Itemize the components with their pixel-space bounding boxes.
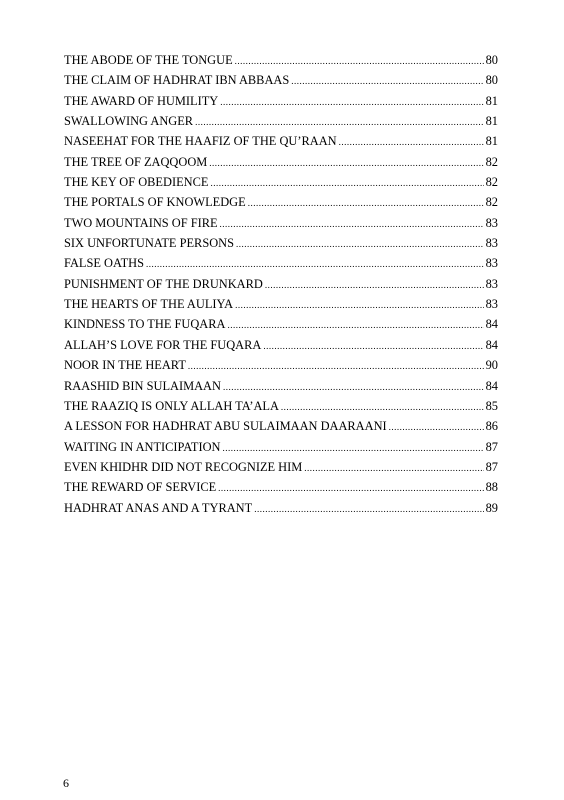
toc-entry: [64, 396, 498, 416]
toc-entry-page: 80: [485, 53, 498, 67]
toc-entry-page: 83: [485, 236, 498, 251]
toc-dot-leader: [222, 438, 483, 458]
toc-entry-page: 84: [485, 378, 498, 393]
toc-dot-leader: [254, 499, 483, 519]
toc-dot-leader: [389, 417, 484, 437]
toc-entry: [64, 274, 498, 294]
toc-entry-page: 81: [485, 93, 498, 108]
toc-entry: [64, 111, 498, 131]
toc-entry-title: PUNISHMENT OF THE DRUNKARD: [64, 276, 263, 291]
toc-entry: [64, 314, 498, 334]
toc-entry-title: THE PORTALS OF KNOWLEDGE: [64, 195, 246, 210]
toc-entry-page: 83: [485, 215, 498, 230]
toc-entry-page: 83: [485, 276, 498, 291]
toc-entry-title: SWALLOWING ANGER: [64, 114, 194, 129]
toc-entry: [64, 192, 498, 212]
toc-entry-page: 82: [485, 195, 498, 210]
toc-entry: [64, 335, 498, 355]
toc-entry-title: THE HEARTS OF THE AULIYA: [64, 297, 234, 312]
toc-dot-leader: [248, 193, 484, 213]
toc-dot-leader: [265, 275, 484, 295]
toc-entry-page: 87: [485, 439, 498, 454]
toc-entry-title: WAITING IN ANTICIPATION: [64, 439, 221, 454]
toc-entry: [64, 70, 498, 90]
toc-entry-title: HADHRAT ANAS AND A TYRANT: [64, 500, 253, 515]
toc-entry-title: TWO MOUNTAINS OF FIRE: [64, 215, 218, 230]
toc-entry: [64, 376, 498, 396]
toc-entry: [64, 233, 498, 253]
toc-entry-title: THE RAAZIQ IS ONLY ALLAH TA’ALA: [64, 398, 279, 413]
toc-dot-leader: [227, 315, 483, 335]
page-number: 6: [63, 776, 69, 790]
toc-entry: [64, 477, 498, 497]
toc-entry-title: RAASHID BIN SULAIMAAN: [64, 378, 221, 393]
toc-entry: [64, 498, 498, 518]
toc-entry-page: 83: [485, 256, 498, 271]
toc-entry-title: KINDNESS TO THE FUQARA: [64, 317, 226, 332]
toc-entry-title: FALSE OATHS: [64, 256, 144, 271]
toc-entry-page: 83: [485, 297, 498, 312]
toc-dot-leader: [188, 356, 484, 376]
toc-entry-title: NASEEHAT FOR THE HAAFIZ OF THE QU’RAAN: [64, 134, 337, 149]
toc-entry-page: 84: [485, 317, 498, 332]
toc-entry-page: 80: [485, 73, 498, 88]
toc-dot-leader: [218, 478, 483, 498]
toc-dot-leader: [236, 234, 484, 254]
toc-entry: [64, 253, 498, 273]
toc-dot-leader: [291, 71, 483, 91]
toc-entry-page: 81: [485, 134, 498, 149]
toc-entry: [64, 213, 498, 233]
toc-entry-title: THE REWARD OF SERVICE: [64, 480, 217, 495]
toc-dot-leader: [235, 295, 484, 315]
toc-entry-page: 84: [485, 337, 498, 352]
toc-dot-leader: [146, 254, 484, 274]
toc-entry-title: A LESSON FOR HADHRAT ABU SULAIMAAN DAARAANI: [64, 419, 387, 434]
toc-entry: [64, 91, 498, 111]
toc-entry-page: 82: [485, 175, 498, 190]
toc-entry-page: 86: [485, 419, 498, 434]
toc-entry: [64, 355, 498, 375]
toc-entry-title: THE TREE OF ZAQQOOM: [64, 154, 208, 169]
toc-entry-title: THE CLAIM OF HADHRAT IBN ABBAAS: [64, 73, 290, 88]
toc-dot-leader: [235, 51, 484, 71]
toc-entry: [64, 172, 498, 192]
table-of-contents: [64, 50, 498, 518]
toc-entry: [64, 416, 498, 436]
toc-entry-page: 90: [485, 358, 498, 373]
toc-entry-page: 85: [485, 398, 498, 413]
toc-entry-page: 88: [485, 480, 498, 495]
toc-dot-leader: [281, 397, 484, 417]
toc-entry: [64, 50, 498, 70]
toc-entry-title: THE KEY OF OBEDIENCE: [64, 175, 209, 190]
toc-entry-title: THE ABODE OF THE TONGUE: [64, 53, 233, 67]
toc-entry-title: EVEN KHIDHR DID NOT RECOGNIZE HIM: [64, 459, 303, 474]
toc-entry: [64, 152, 498, 172]
toc-entry: [64, 437, 498, 457]
toc-entry: [64, 131, 498, 151]
toc-dot-leader: [220, 92, 483, 112]
toc-dot-leader: [195, 112, 484, 132]
toc-entry-title: THE AWARD OF HUMILITY: [64, 93, 219, 108]
toc-entry: [64, 294, 498, 314]
toc-dot-leader: [209, 153, 483, 173]
toc-entry: [64, 457, 498, 477]
toc-dot-leader: [210, 173, 483, 193]
toc-entry-page: 89: [485, 500, 498, 515]
toc-entry-title: ALLAH’S LOVE FOR THE FUQARA: [64, 337, 262, 352]
toc-dot-leader: [339, 132, 484, 152]
toc-entry-page: 87: [485, 459, 498, 474]
toc-entry-title: SIX UNFORTUNATE PERSONS: [64, 236, 234, 251]
toc-entry-page: 82: [485, 154, 498, 169]
toc-dot-leader: [220, 214, 484, 234]
toc-dot-leader: [304, 458, 483, 478]
toc-dot-leader: [263, 336, 483, 356]
toc-entry-page: 81: [485, 114, 498, 129]
toc-dot-leader: [223, 377, 484, 397]
toc-entry-title: NOOR IN THE HEART: [64, 358, 186, 373]
